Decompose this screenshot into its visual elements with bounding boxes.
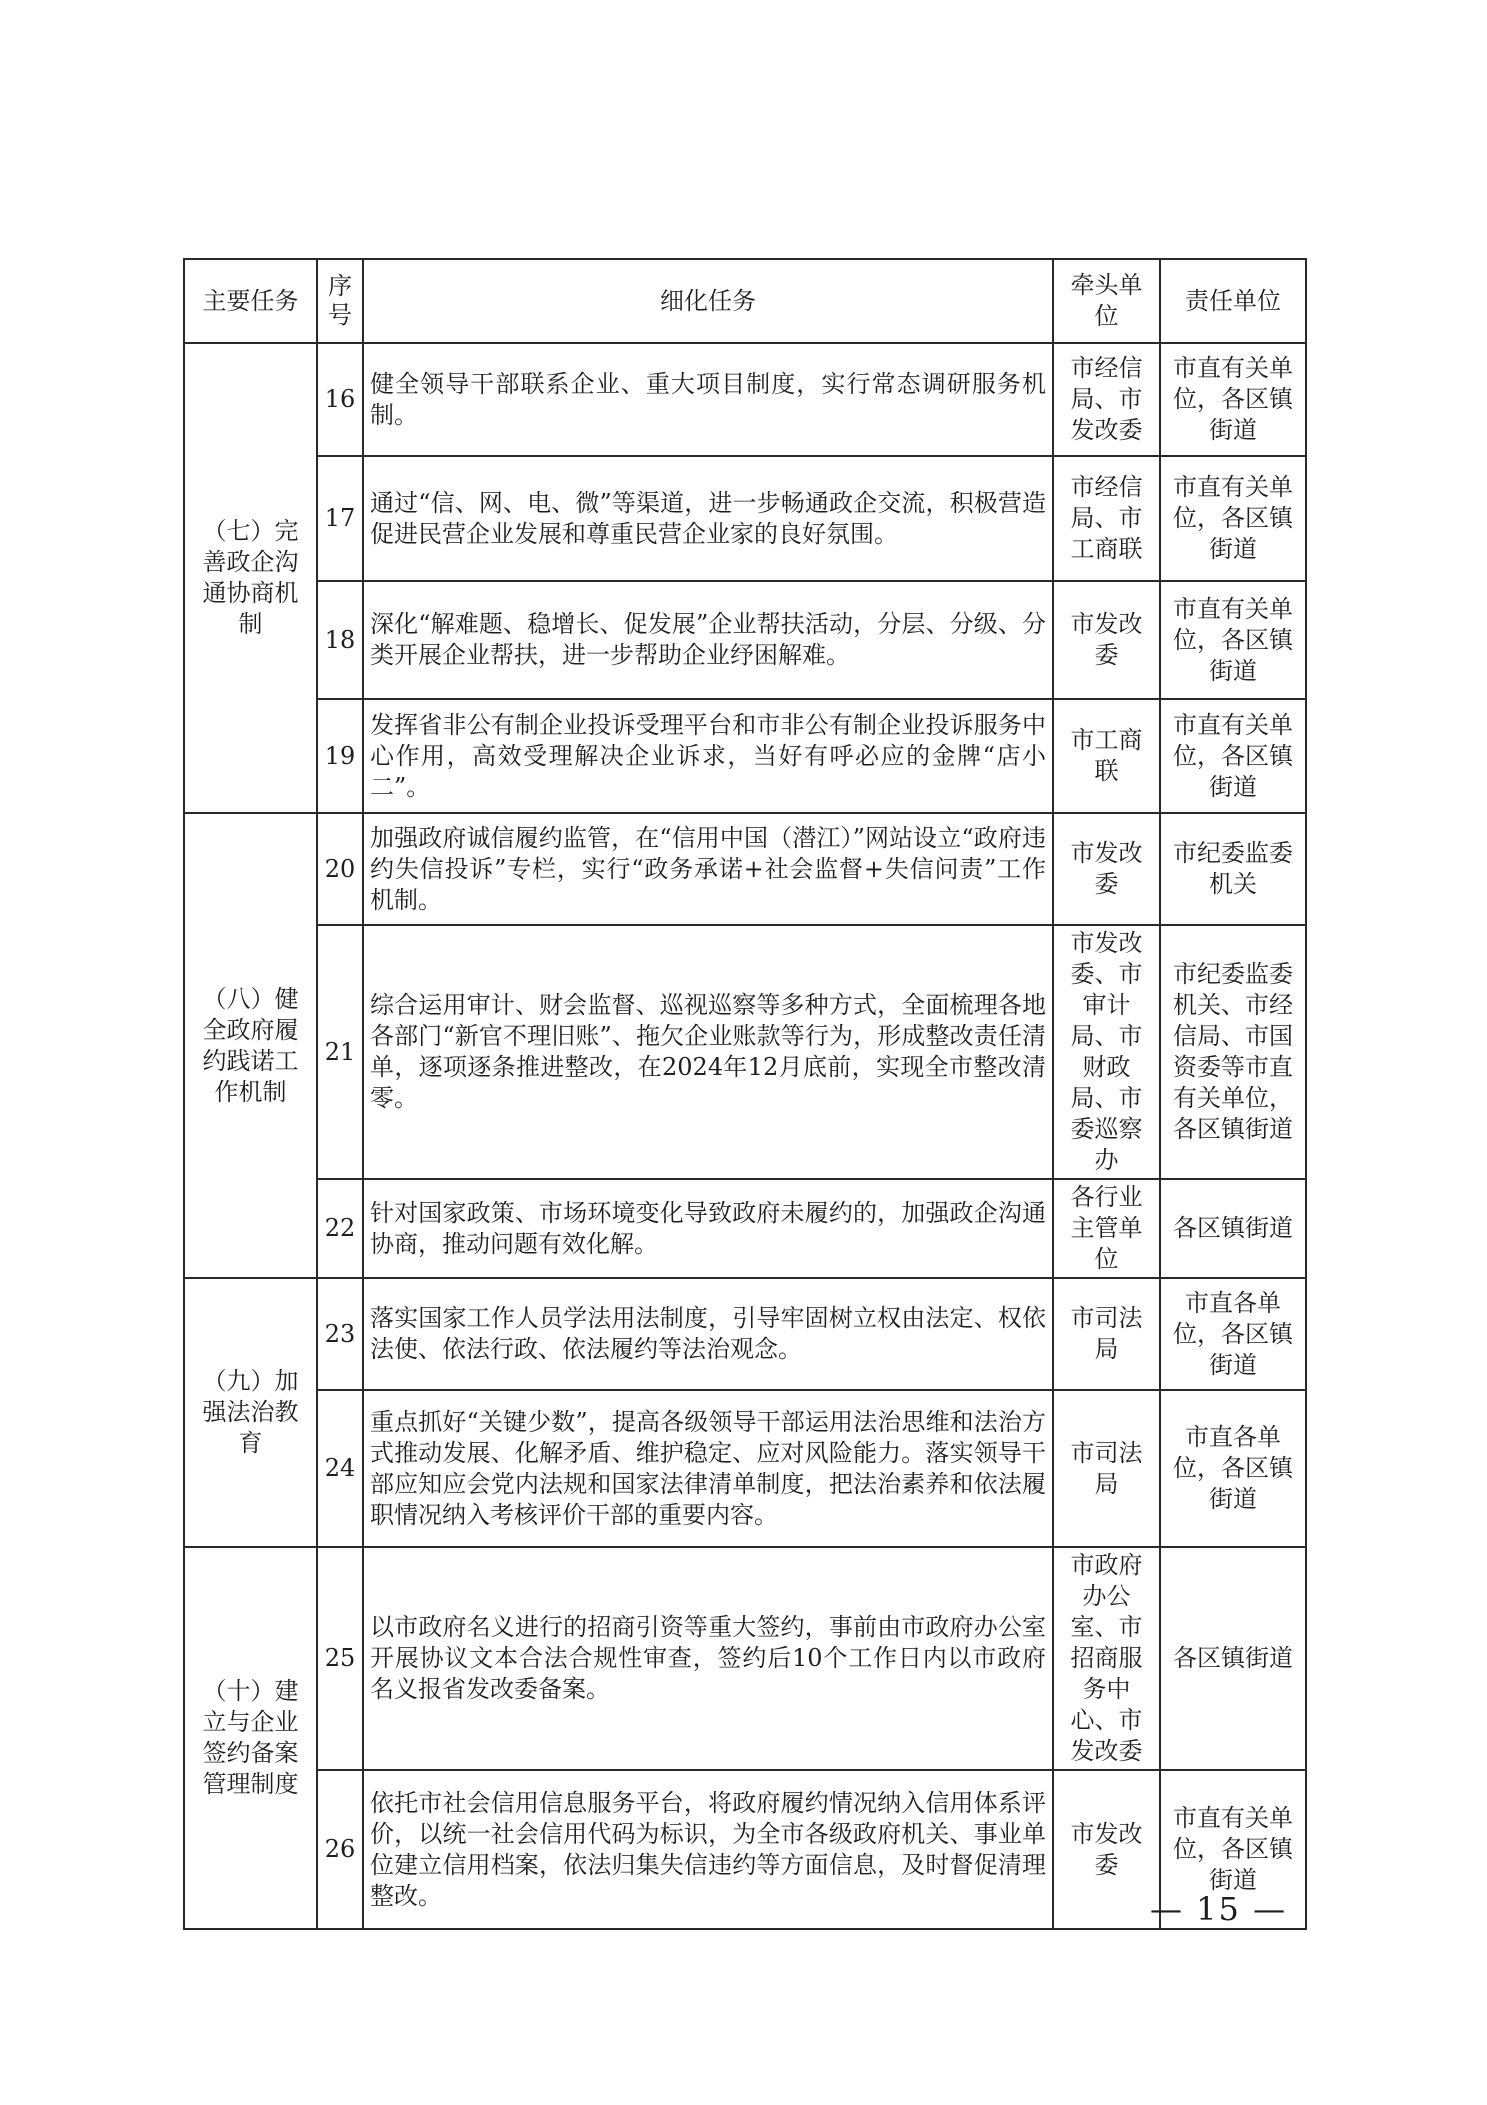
lead-unit-cell: 各行业主管单位: [1053, 1179, 1160, 1278]
table-row: [184, 1179, 1306, 1278]
responsible-unit-cell: 市直有关单位，各区镇街道: [1160, 699, 1306, 813]
detail-task-cell: 发挥省非公有制企业投诉受理平台和市非公有制企业投诉服务中心作用，高效受理解决企业诉求，当好有呼必应的金牌“店小二”。: [363, 699, 1053, 813]
main-task-cell: （九）加强法治教育: [184, 1278, 317, 1547]
main-task-cell: （七）完善政企沟通协商机制: [184, 343, 317, 813]
detail-task-cell: 重点抓好“关键少数”，提高各级领导干部运用法治思维和法治方式推动发展、化解矛盾、维护稳定、应对风险能力。落实领导干部应知应会党内法规和国家法律清单制度，把法治素养和依法履职情况纳入考核评价干部的重要内容。: [363, 1390, 1053, 1547]
lead-unit-cell: 市发改委: [1053, 581, 1160, 699]
header-responsible-unit: 责任单位: [1160, 259, 1306, 343]
main-task-cell: （八）健全政府履约践诺工作机制: [184, 813, 317, 1278]
responsible-unit-cell: 市直有关单位，各区镇街道: [1160, 581, 1306, 699]
table-row: [184, 343, 1306, 456]
lead-unit-cell: 市司法局: [1053, 1390, 1160, 1547]
detail-task-cell: 加强政府诚信履约监管，在“信用中国（潜江）”网站设立“政府违约失信投诉”专栏，实行“政务承诺+社会监督+失信问责”工作机制。: [363, 813, 1053, 925]
responsible-unit-cell: 各区镇街道: [1160, 1179, 1306, 1278]
responsible-unit-cell: 市直各单位，各区镇街道: [1160, 1390, 1306, 1547]
table-row: [184, 581, 1306, 699]
lead-unit-cell: 市发改委: [1053, 813, 1160, 925]
serial-no-cell: 18: [317, 581, 363, 699]
table-row: [184, 813, 1306, 925]
detail-task-cell: 落实国家工作人员学法用法制度，引导牢固树立权由法定、权依法使、依法行政、依法履约等法治观念。: [363, 1278, 1053, 1390]
responsible-unit-cell: 市直有关单位，各区镇街道: [1160, 1770, 1306, 1929]
lead-unit-cell: 市政府办公室、市招商服务中心、市发改委: [1053, 1547, 1160, 1770]
detail-task-cell: 依托市社会信用信息服务平台，将政府履约情况纳入信用体系评价，以统一社会信用代码为标识，为全市各级政府机关、事业单位建立信用档案，依法归集失信违约等方面信息，及时督促清理整改。: [363, 1770, 1053, 1929]
table-row: [184, 1547, 1306, 1770]
serial-no-cell: 19: [317, 699, 363, 813]
header-serial-no: 序号: [317, 259, 363, 343]
responsible-unit-cell: 市纪委监委机关、市经信局、市国资委等市直有关单位，各区镇街道: [1160, 925, 1306, 1179]
page-number: — 15 —: [1150, 1890, 1288, 1928]
responsible-unit-cell: 市直有关单位，各区镇街道: [1160, 343, 1306, 456]
serial-no-cell: 16: [317, 343, 363, 456]
header-main-task: 主要任务: [184, 259, 317, 343]
lead-unit-cell: 市经信局、市发改委: [1053, 343, 1160, 456]
serial-no-cell: 22: [317, 1179, 363, 1278]
table-row: [184, 1390, 1306, 1547]
detail-task-cell: 针对国家政策、市场环境变化导致政府未履约的，加强政企沟通协商，推动问题有效化解。: [363, 1179, 1053, 1278]
header-lead-unit: 牵头单位: [1053, 259, 1160, 343]
table-row: [184, 1278, 1306, 1390]
lead-unit-cell: 市工商联: [1053, 699, 1160, 813]
serial-no-cell: 26: [317, 1770, 363, 1929]
responsible-unit-cell: 市直有关单位，各区镇街道: [1160, 456, 1306, 581]
header-detail-task: 细化任务: [363, 259, 1053, 343]
lead-unit-cell: 市司法局: [1053, 1278, 1160, 1390]
responsible-unit-cell: 市纪委监委机关: [1160, 813, 1306, 925]
serial-no-cell: 17: [317, 456, 363, 581]
serial-no-cell: 24: [317, 1390, 363, 1547]
lead-unit-cell: 市发改委: [1053, 1770, 1160, 1929]
serial-no-cell: 20: [317, 813, 363, 925]
table-row: [184, 456, 1306, 581]
detail-task-cell: 以市政府名义进行的招商引资等重大签约，事前由市政府办公室开展协议文本合法合规性审查，签约后10个工作日内以市政府名义报省发改委备案。: [363, 1547, 1053, 1770]
task-table: [183, 258, 1307, 1930]
responsible-unit-cell: 各区镇街道: [1160, 1547, 1306, 1770]
lead-unit-cell: 市经信局、市工商联: [1053, 456, 1160, 581]
detail-task-cell: 通过“信、网、电、微”等渠道，进一步畅通政企交流，积极营造促进民营企业发展和尊重民营企业家的良好氛围。: [363, 456, 1053, 581]
table-row: [184, 925, 1306, 1179]
serial-no-cell: 21: [317, 925, 363, 1179]
serial-no-cell: 23: [317, 1278, 363, 1390]
detail-task-cell: 深化“解难题、稳增长、促发展”企业帮扶活动，分层、分级、分类开展企业帮扶，进一步帮助企业纾困解难。: [363, 581, 1053, 699]
main-task-cell: （十）建立与企业签约备案管理制度: [184, 1547, 317, 1929]
detail-task-cell: 健全领导干部联系企业、重大项目制度，实行常态调研服务机制。: [363, 343, 1053, 456]
responsible-unit-cell: 市直各单位，各区镇街道: [1160, 1278, 1306, 1390]
lead-unit-cell: 市发改委、市审计局、市财政局、市委巡察办: [1053, 925, 1160, 1179]
table-row: [184, 1770, 1306, 1929]
table-header-row: [184, 259, 1306, 343]
table-row: [184, 699, 1306, 813]
serial-no-cell: 25: [317, 1547, 363, 1770]
detail-task-cell: 综合运用审计、财会监督、巡视巡察等多种方式，全面梳理各地各部门“新官不理旧账”、拖欠企业账款等行为，形成整改责任清单，逐项逐条推进整改，在2024年12月底前，实现全市整改清零。: [363, 925, 1053, 1179]
